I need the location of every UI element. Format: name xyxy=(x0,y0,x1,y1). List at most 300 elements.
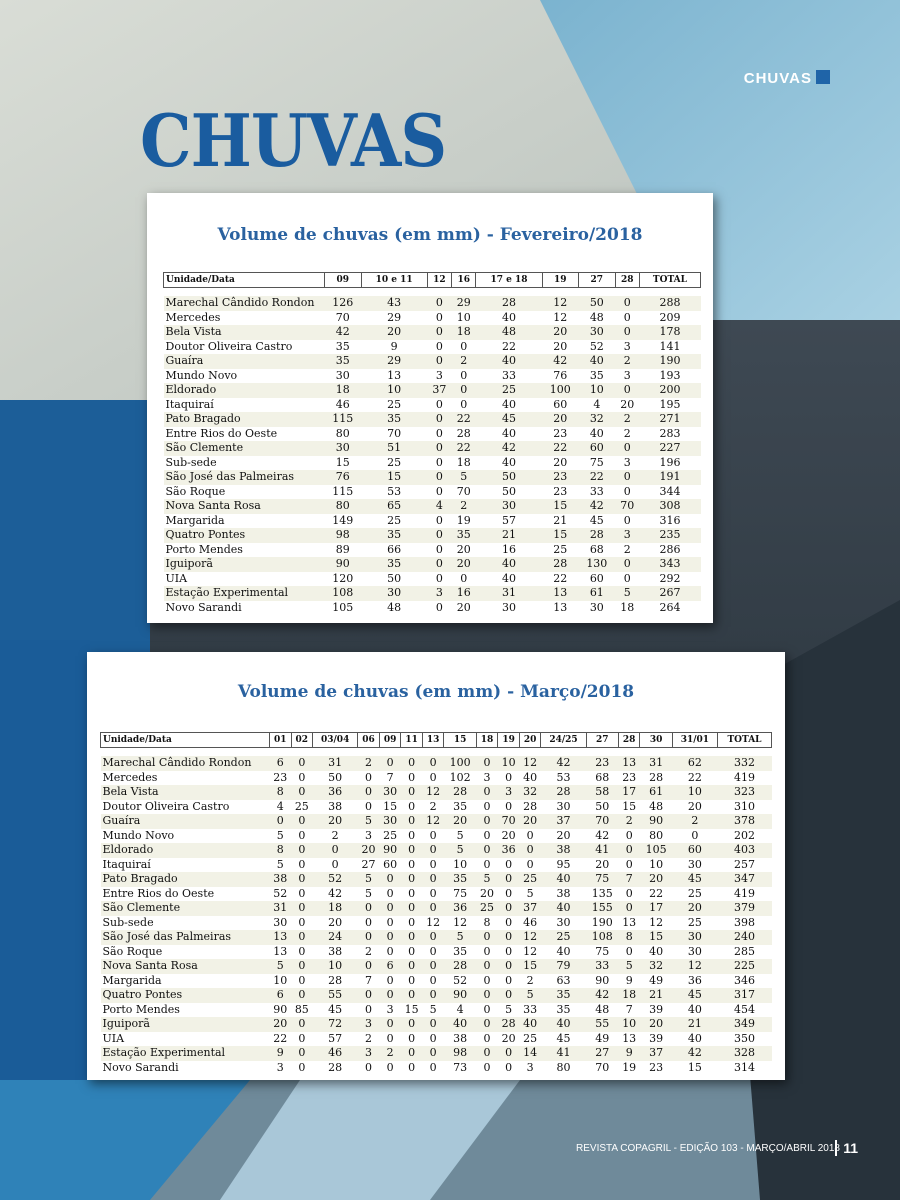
value-cell: 191 xyxy=(639,470,700,485)
value-cell: 35 xyxy=(541,988,586,1003)
value-cell: 0 xyxy=(519,843,541,858)
value-cell: 20 xyxy=(542,325,579,340)
header-column: 17 e 18 xyxy=(476,273,542,288)
value-cell: 0 xyxy=(435,484,443,498)
value-cell: 29 xyxy=(387,310,402,324)
value-cell: 40 xyxy=(541,901,586,916)
value-cell: 9 xyxy=(390,339,398,353)
table-row xyxy=(101,930,772,945)
unit-name-cell: São Roque xyxy=(165,484,226,498)
value-cell: 316 xyxy=(659,513,681,527)
value-cell: 30 xyxy=(273,915,288,929)
value-cell: 23 xyxy=(586,756,618,771)
value-cell: 0 xyxy=(313,843,358,858)
value-cell: 42 xyxy=(476,441,542,456)
unit-name-cell: Nova Santa Rosa xyxy=(164,499,325,514)
value-cell: 19 xyxy=(456,513,471,527)
value-cell: 30 xyxy=(589,600,604,614)
value-cell: 0 xyxy=(358,901,380,916)
table-row xyxy=(164,470,701,485)
value-cell: 0 xyxy=(408,1060,416,1074)
header-column: 27 xyxy=(579,273,616,288)
value-cell: 0 xyxy=(298,857,306,871)
value-cell: 5 xyxy=(519,988,541,1003)
value-cell: 50 xyxy=(579,296,616,311)
value-cell: 0 xyxy=(623,484,631,498)
value-cell: 20 xyxy=(640,872,672,887)
value-cell: 0 xyxy=(427,528,451,543)
value-cell: 202 xyxy=(733,828,755,842)
value-cell: 0 xyxy=(429,828,437,842)
value-cell: 195 xyxy=(659,397,681,411)
table-row xyxy=(101,1061,772,1076)
spacer-cell xyxy=(101,748,772,757)
value-cell: 45 xyxy=(556,1031,571,1045)
value-cell: 42 xyxy=(586,988,618,1003)
unit-name-cell: São Clemente xyxy=(101,901,270,916)
value-cell: 8 xyxy=(618,930,640,945)
unit-name-cell: Novo Sarandi xyxy=(102,1060,179,1074)
table-header-row xyxy=(164,273,701,288)
value-cell: 0 xyxy=(429,857,437,871)
value-cell: 50 xyxy=(387,571,402,585)
table-row xyxy=(164,485,701,500)
value-cell: 0 xyxy=(460,397,468,411)
value-cell: 57 xyxy=(328,1031,343,1045)
value-cell: 25 xyxy=(294,799,309,813)
value-cell: 0 xyxy=(460,368,468,382)
table-row xyxy=(164,383,701,398)
value-cell: 102 xyxy=(449,770,471,784)
value-cell: 141 xyxy=(659,339,681,353)
value-cell: 0 xyxy=(270,814,292,829)
header-column: 03/04 xyxy=(313,733,358,748)
value-cell: 0 xyxy=(386,944,394,958)
value-cell: 52 xyxy=(273,886,288,900)
value-cell: 40 xyxy=(476,354,542,369)
value-cell: 33 xyxy=(523,1002,538,1016)
value-cell: 13 xyxy=(618,756,640,771)
value-cell: 2 xyxy=(615,412,639,427)
value-cell: 23 xyxy=(542,470,579,485)
value-cell: 0 xyxy=(408,770,416,784)
table-row xyxy=(101,945,772,960)
value-cell: 42 xyxy=(672,1046,717,1061)
unit-name-cell: Marechal Cândido Rondon xyxy=(164,296,325,311)
value-cell: 0 xyxy=(408,799,416,813)
unit-name-cell: UIA xyxy=(165,571,188,585)
value-cell: 35 xyxy=(361,528,427,543)
value-cell: 3 xyxy=(365,828,373,842)
value-cell: 0 xyxy=(422,1017,444,1032)
value-cell: 0 xyxy=(526,828,534,842)
section-marker xyxy=(816,70,830,84)
value-cell: 2 xyxy=(331,828,339,842)
value-cell: 0 xyxy=(358,959,380,974)
value-cell: 0 xyxy=(498,1046,520,1061)
unit-name-cell: Eldorado xyxy=(101,843,270,858)
value-cell: 17 xyxy=(618,785,640,800)
value-cell: 33 xyxy=(589,484,604,498)
value-cell: 22 xyxy=(553,571,568,585)
value-cell: 10 xyxy=(579,383,616,398)
value-cell: 25 xyxy=(519,872,541,887)
value-cell: 42 xyxy=(325,325,362,340)
value-cell: 5 xyxy=(358,814,380,829)
value-cell: 235 xyxy=(639,528,700,543)
value-cell: 0 xyxy=(505,799,513,813)
value-cell: 16 xyxy=(452,586,476,601)
value-cell: 27 xyxy=(361,857,376,871)
table-row xyxy=(101,872,772,887)
value-cell: 7 xyxy=(625,1002,633,1016)
table-row xyxy=(164,514,701,529)
value-cell: 0 xyxy=(298,973,306,987)
value-cell: 37 xyxy=(640,1046,672,1061)
value-cell: 2 xyxy=(526,973,534,987)
value-cell: 28 xyxy=(498,1017,520,1032)
value-cell: 18 xyxy=(313,901,358,916)
value-cell: 28 xyxy=(523,799,538,813)
value-cell: 130 xyxy=(579,557,616,572)
value-cell: 37 xyxy=(541,814,586,829)
unit-name-cell: Bela Vista xyxy=(101,785,270,800)
value-cell: 240 xyxy=(717,930,771,945)
value-cell: 45 xyxy=(672,872,717,887)
value-cell: 0 xyxy=(365,770,373,784)
value-cell: 347 xyxy=(717,872,771,887)
value-cell: 13 xyxy=(273,944,288,958)
value-cell: 35 xyxy=(361,557,427,572)
unit-name-cell: Guaíra xyxy=(101,814,270,829)
unit-name-cell: Marechal Cândido Rondon xyxy=(101,756,270,771)
value-cell: 25 xyxy=(553,542,568,556)
value-cell: 50 xyxy=(501,484,516,498)
unit-name-cell: Margarida xyxy=(102,973,162,987)
unit-name-cell: Mercedes xyxy=(165,310,221,324)
value-cell: 0 xyxy=(427,412,451,427)
value-cell: 90 xyxy=(325,557,362,572)
value-cell: 12 xyxy=(672,959,717,974)
value-cell: 50 xyxy=(328,770,343,784)
value-cell: 454 xyxy=(733,1002,755,1016)
value-cell: 10 xyxy=(361,383,427,398)
header-column: 31/01 xyxy=(672,733,717,748)
unit-name-cell: Porto Mendes xyxy=(102,1002,180,1016)
value-cell: 6 xyxy=(379,959,401,974)
value-cell: 38 xyxy=(328,799,343,813)
unit-name-cell: Mundo Novo xyxy=(102,828,175,842)
value-cell: 65 xyxy=(361,499,427,514)
value-cell: 60 xyxy=(553,397,568,411)
value-cell: 7 xyxy=(618,872,640,887)
value-cell: 35 xyxy=(556,1002,571,1016)
value-cell: 0 xyxy=(379,988,401,1003)
value-cell: 30 xyxy=(556,799,571,813)
value-cell: 12 xyxy=(649,915,664,929)
value-cell: 25 xyxy=(387,513,402,527)
value-cell: 95 xyxy=(556,857,571,871)
value-cell: 0 xyxy=(298,1031,306,1045)
table-row xyxy=(101,829,772,844)
value-cell: 38 xyxy=(556,886,571,900)
value-cell: 25 xyxy=(523,1031,538,1045)
value-cell: 5 xyxy=(444,930,476,945)
value-cell: 61 xyxy=(640,785,672,800)
value-cell: 0 xyxy=(460,571,468,585)
value-cell: 0 xyxy=(429,973,437,987)
value-cell: 42 xyxy=(595,828,610,842)
value-cell: 190 xyxy=(639,354,700,369)
unit-name-cell: UIA xyxy=(102,1031,125,1045)
value-cell: 39 xyxy=(649,1031,664,1045)
value-cell: 40 xyxy=(649,944,664,958)
header-column: 02 xyxy=(291,733,313,748)
value-cell: 12 xyxy=(422,814,444,829)
value-cell: 0 xyxy=(401,843,423,858)
value-cell: 0 xyxy=(298,828,306,842)
table-header-row xyxy=(101,733,772,748)
value-cell: 323 xyxy=(717,785,771,800)
value-cell: 0 xyxy=(298,886,306,900)
value-cell: 28 xyxy=(328,1060,343,1074)
value-cell: 15 xyxy=(542,528,579,543)
value-cell: 0 xyxy=(298,1060,306,1074)
table-row xyxy=(164,499,701,514)
value-cell: 135 xyxy=(591,886,613,900)
value-cell: 0 xyxy=(427,354,451,369)
value-cell: 90 xyxy=(444,988,476,1003)
value-cell: 0 xyxy=(476,843,498,858)
value-cell: 0 xyxy=(526,857,534,871)
value-cell: 32 xyxy=(579,412,616,427)
value-cell: 0 xyxy=(408,828,416,842)
value-cell: 0 xyxy=(401,959,423,974)
value-cell: 0 xyxy=(386,915,394,929)
value-cell: 3 xyxy=(483,770,491,784)
table-row xyxy=(101,843,772,858)
value-cell: 0 xyxy=(379,756,401,771)
value-cell: 0 xyxy=(615,557,639,572)
unit-name-cell: Pato Bragado xyxy=(101,872,270,887)
value-cell: 3 xyxy=(623,339,631,353)
value-cell: 2 xyxy=(365,1031,373,1045)
value-cell: 28 xyxy=(444,785,476,800)
value-cell: 31 xyxy=(270,901,292,916)
value-cell: 66 xyxy=(387,542,402,556)
value-cell: 79 xyxy=(541,959,586,974)
value-cell: 398 xyxy=(733,915,755,929)
value-cell: 115 xyxy=(325,412,362,427)
value-cell: 0 xyxy=(625,857,633,871)
value-cell: 22 xyxy=(579,470,616,485)
value-cell: 0 xyxy=(291,872,313,887)
header-column: 09 xyxy=(325,273,362,288)
header-column: 01 xyxy=(270,733,292,748)
value-cell: 60 xyxy=(579,441,616,456)
value-cell: 48 xyxy=(589,310,604,324)
value-cell: 0 xyxy=(401,988,423,1003)
value-cell: 20 xyxy=(501,1031,516,1045)
value-cell: 292 xyxy=(659,571,681,585)
value-cell: 0 xyxy=(435,397,443,411)
table-row xyxy=(164,601,701,616)
value-cell: 68 xyxy=(595,770,610,784)
value-cell: 346 xyxy=(733,973,755,987)
value-cell: 28 xyxy=(579,528,616,543)
value-cell: 0 xyxy=(408,915,416,929)
value-cell: 10 xyxy=(453,857,468,871)
value-cell: 18 xyxy=(452,325,476,340)
value-cell: 343 xyxy=(639,557,700,572)
value-cell: 108 xyxy=(586,930,618,945)
value-cell: 0 xyxy=(623,310,631,324)
february-panel xyxy=(147,193,713,623)
value-cell: 46 xyxy=(313,1046,358,1061)
value-cell: 13 xyxy=(622,915,637,929)
value-cell: 35 xyxy=(444,872,476,887)
table-row xyxy=(164,340,701,355)
value-cell: 3 xyxy=(427,586,451,601)
value-cell: 23 xyxy=(622,770,637,784)
value-cell: 0 xyxy=(623,513,631,527)
value-cell: 0 xyxy=(401,872,423,887)
value-cell: 0 xyxy=(427,470,451,485)
unit-name-cell: Iguiporã xyxy=(101,1017,270,1032)
value-cell: 12 xyxy=(519,756,541,771)
value-cell: 0 xyxy=(435,513,443,527)
table-row xyxy=(101,771,772,786)
value-cell: 155 xyxy=(586,901,618,916)
value-cell: 0 xyxy=(422,959,444,974)
value-cell: 0 xyxy=(291,814,313,829)
table-row xyxy=(164,311,701,326)
value-cell: 80 xyxy=(325,499,362,514)
value-cell: 0 xyxy=(291,930,313,945)
value-cell: 8 xyxy=(270,843,292,858)
value-cell: 5 xyxy=(615,586,639,601)
value-cell: 3 xyxy=(623,455,631,469)
value-cell: 80 xyxy=(335,426,350,440)
table-row xyxy=(101,1032,772,1047)
value-cell: 38 xyxy=(328,944,343,958)
value-cell: 0 xyxy=(298,944,306,958)
value-cell: 30 xyxy=(687,944,702,958)
value-cell: 40 xyxy=(501,426,516,440)
value-cell: 45 xyxy=(328,1002,343,1016)
value-cell: 5 xyxy=(444,843,476,858)
value-cell: 0 xyxy=(476,814,498,829)
value-cell: 22 xyxy=(452,441,476,456)
value-cell: 20 xyxy=(519,814,541,829)
value-cell: 90 xyxy=(640,814,672,829)
value-cell: 349 xyxy=(717,1017,771,1032)
value-cell: 31 xyxy=(313,756,358,771)
value-cell: 5 xyxy=(526,886,534,900)
table-row xyxy=(101,1017,772,1032)
value-cell: 378 xyxy=(717,814,771,829)
header-column: 20 xyxy=(519,733,541,748)
value-cell: 286 xyxy=(659,542,681,556)
value-cell: 5 xyxy=(270,959,292,974)
value-cell: 2 xyxy=(365,944,373,958)
value-cell: 60 xyxy=(672,843,717,858)
header-column: 27 xyxy=(586,733,618,748)
header-column: TOTAL xyxy=(639,273,700,288)
value-cell: 25 xyxy=(687,886,702,900)
value-cell: 70 xyxy=(586,814,618,829)
value-cell: 20 xyxy=(553,339,568,353)
value-cell: 39 xyxy=(649,1002,664,1016)
value-cell: 21 xyxy=(640,988,672,1003)
value-cell: 48 xyxy=(476,325,542,340)
value-cell: 0 xyxy=(483,799,491,813)
value-cell: 35 xyxy=(361,412,427,427)
table-row xyxy=(101,916,772,931)
value-cell: 0 xyxy=(505,886,513,900)
value-cell: 115 xyxy=(332,484,354,498)
value-cell: 30 xyxy=(361,586,427,601)
value-cell: 0 xyxy=(435,542,443,556)
value-cell: 9 xyxy=(270,1046,292,1061)
value-cell: 75 xyxy=(589,455,604,469)
unit-name-cell: São José das Palmeiras xyxy=(164,470,325,485)
value-cell: 20 xyxy=(480,886,495,900)
page-number: 11 xyxy=(835,1140,858,1156)
value-cell: 379 xyxy=(717,901,771,916)
value-cell: 15 xyxy=(404,1002,419,1016)
value-cell: 5 xyxy=(505,1002,513,1016)
value-cell: 70 xyxy=(595,1060,610,1074)
value-cell: 0 xyxy=(615,470,639,485)
header-column: 18 xyxy=(476,733,498,748)
value-cell: 25 xyxy=(387,397,402,411)
value-cell: 0 xyxy=(435,455,443,469)
value-cell: 0 xyxy=(298,770,306,784)
table-row xyxy=(101,800,772,815)
value-cell: 3 xyxy=(358,1046,380,1061)
value-cell: 344 xyxy=(659,484,681,498)
value-cell: 0 xyxy=(365,915,373,929)
value-cell: 76 xyxy=(553,368,568,382)
value-cell: 10 xyxy=(273,973,288,987)
value-cell: 0 xyxy=(291,1017,313,1032)
value-cell: 0 xyxy=(422,1046,444,1061)
value-cell: 0 xyxy=(401,1017,423,1032)
value-cell: 20 xyxy=(501,828,516,842)
value-cell: 25 xyxy=(541,930,586,945)
value-cell: 22 xyxy=(649,886,664,900)
table-row xyxy=(164,528,701,543)
value-cell: 0 xyxy=(379,1017,401,1032)
value-cell: 28 xyxy=(541,785,586,800)
value-cell: 12 xyxy=(426,915,441,929)
value-cell: 70 xyxy=(498,814,520,829)
value-cell: 20 xyxy=(687,799,702,813)
february-table-title: Volume de chuvas (em mm) - Fevereiro/2018 xyxy=(217,225,643,245)
value-cell: 0 xyxy=(401,930,423,945)
value-cell: 10 xyxy=(313,959,358,974)
table-row xyxy=(164,398,701,413)
value-cell: 40 xyxy=(501,310,516,324)
value-cell: 0 xyxy=(379,930,401,945)
value-cell: 0 xyxy=(435,310,443,324)
value-cell: 28 xyxy=(444,959,476,974)
table-row xyxy=(164,325,701,340)
unit-name-cell: Sub-sede xyxy=(102,915,154,929)
value-cell: 0 xyxy=(460,339,468,353)
value-cell: 20 xyxy=(553,455,568,469)
